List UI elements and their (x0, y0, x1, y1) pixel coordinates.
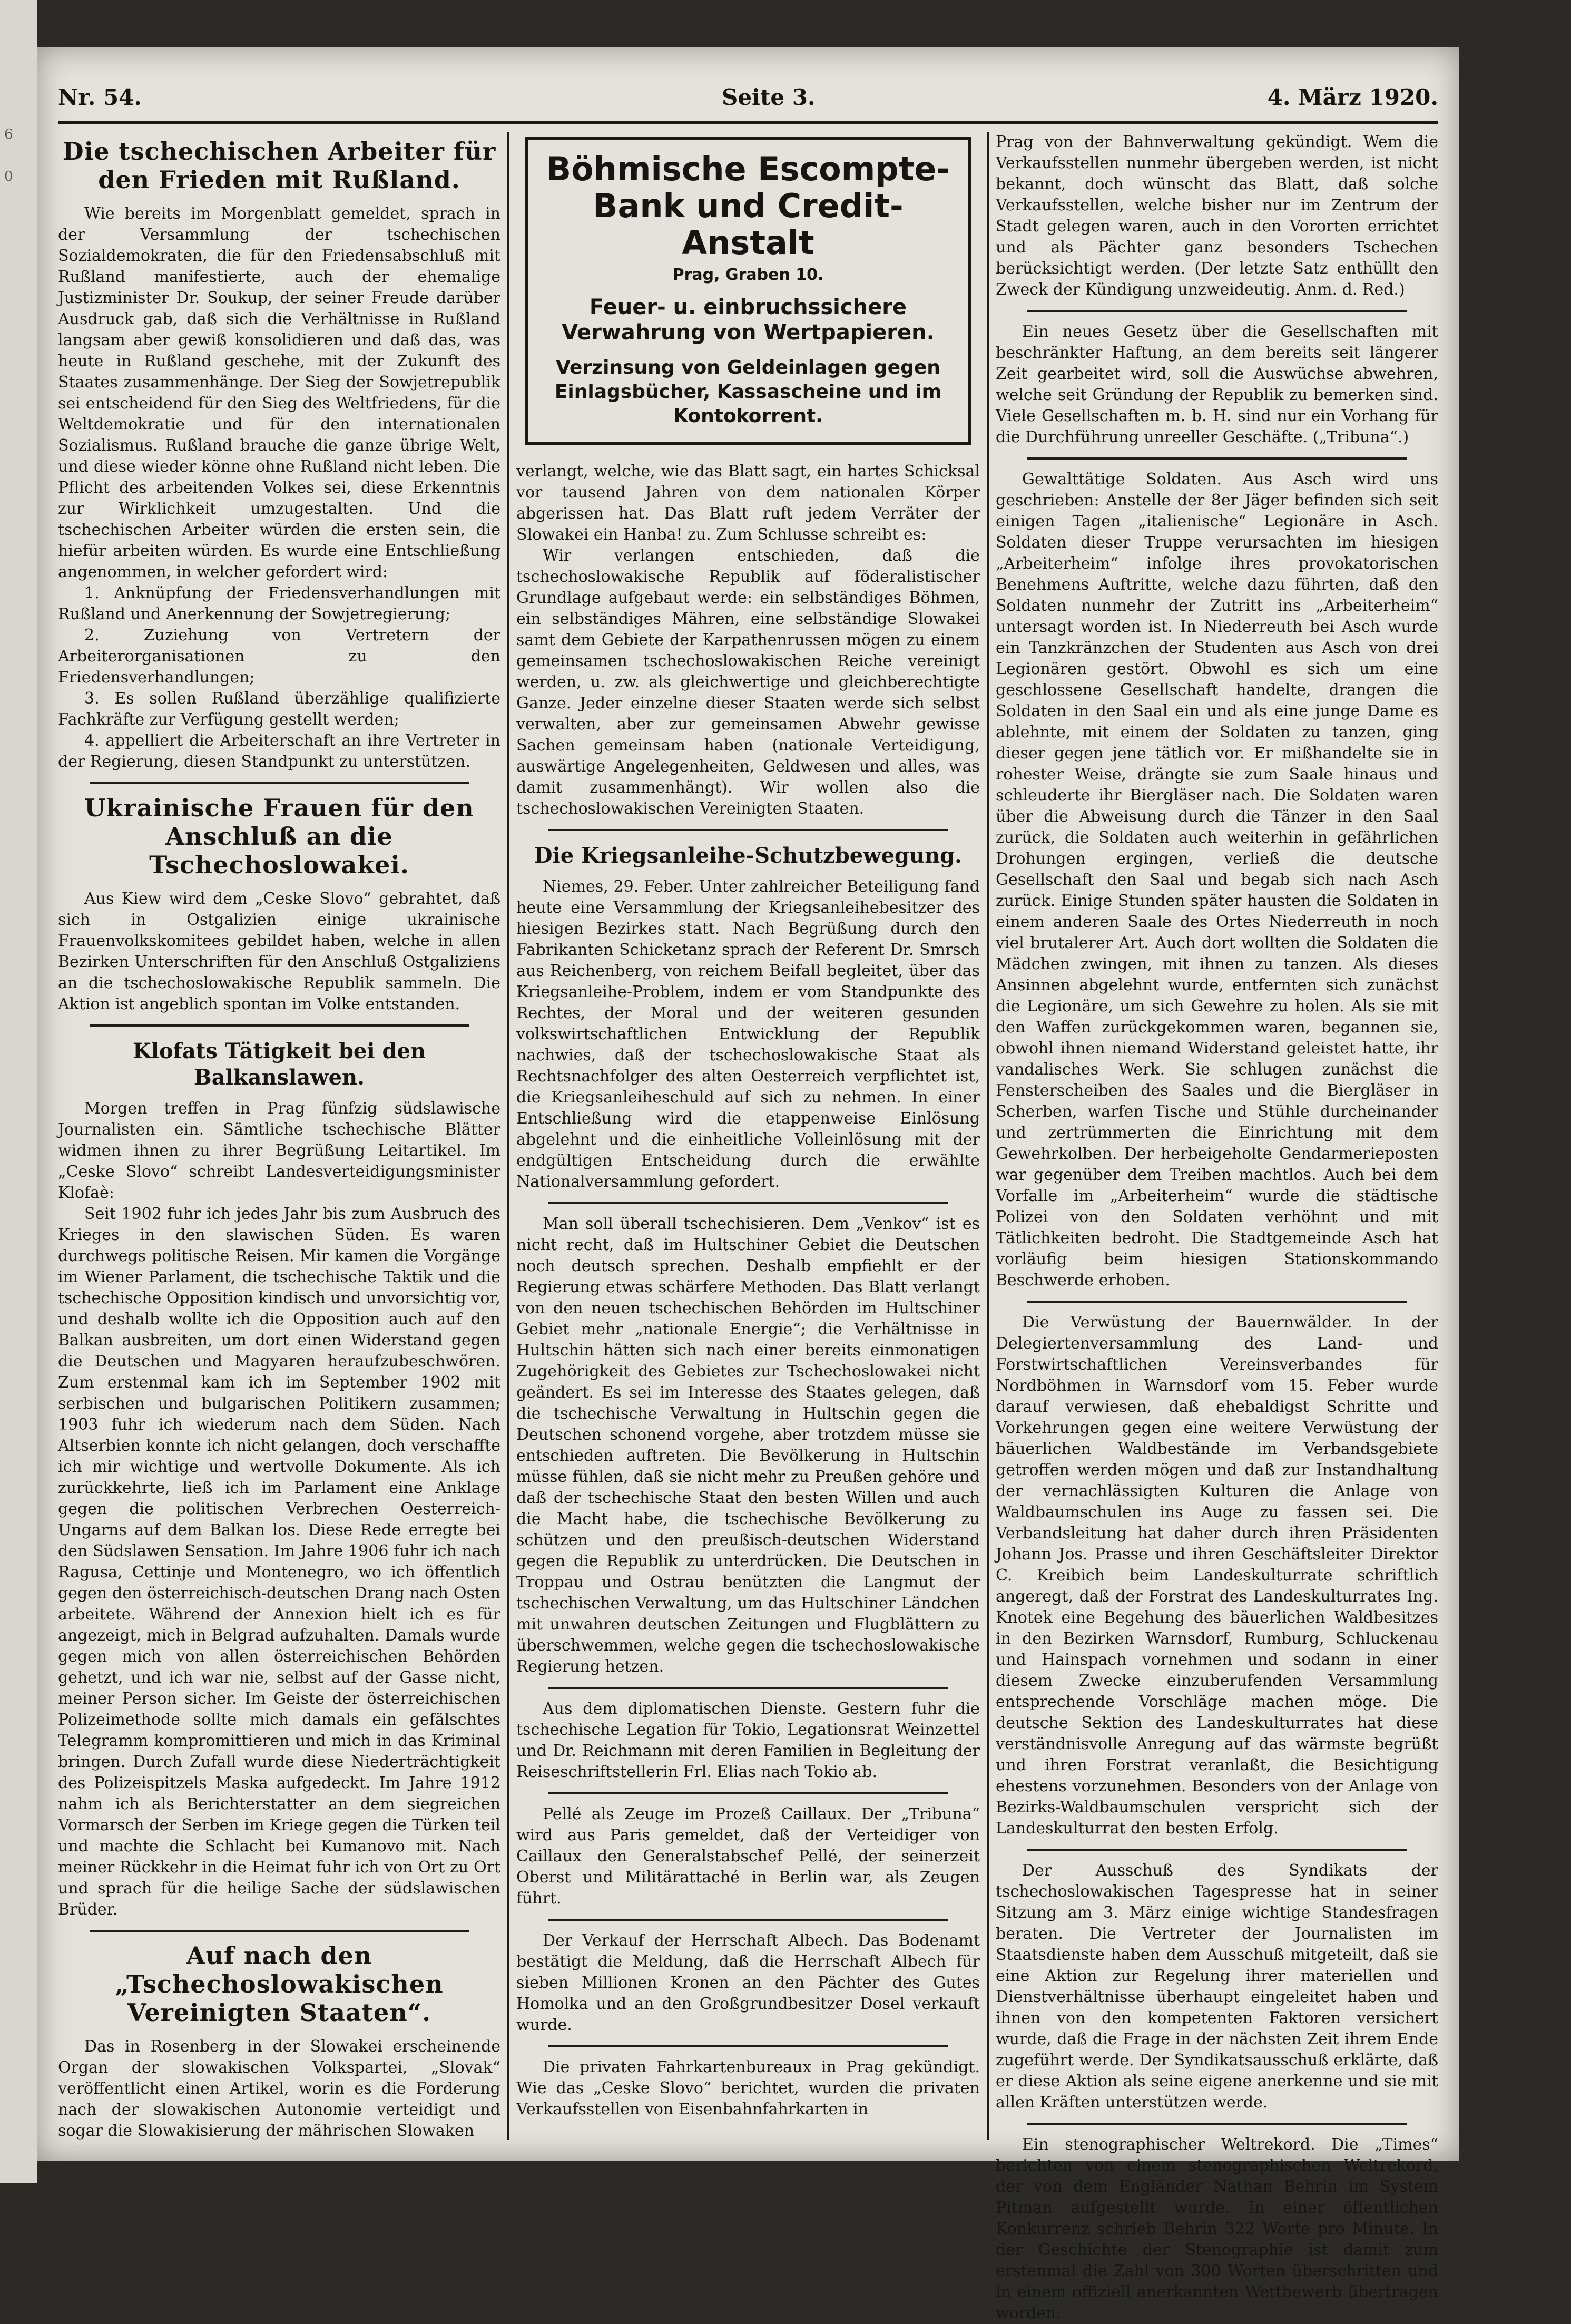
headline-united-states: Auf nach den „Tschechoslowakischen Vereinigten Staaten“. (115, 1941, 444, 2027)
article-paragraph: Wir verlangen entschieden, daß die tschechoslowakische Republik auf föderalistischer Grundlage aufgebaut werde: ein selbständiges Böhmen, ein selbständiges Mähren, eine selbständige Slowakei samt dem Gebiete der Karpathenrussen mögen zu einem gemeinsamen tschechoslowakischen Reiche vereinigt werden, u. zw. als gleichwertige und gleichberechtigte Ganze. Jeder einzelne dieser Staaten werde sich selbst verwalten, aber zur gemeinsamen Abwehr gewisse Sachen gemeinsam haben (nationale Verteidigung, auswärtige Angelegenheiten, Geldwesen und alles, was damit zusammenhängt). Wir wollen also die tschechoslowakischen Vereinigten Staaten. (516, 546, 980, 818)
article-paragraph: Aus Kiew wird dem „Ceske Slovo“ gebrahtet, daß sich in Ostgalizien einige ukrainische Frauenvolkskomitees gebildet haben, welche in allen Bezirken Unterschriften für den Anschluß Ostgaliziens an die tschechoslowakische Republik sammeln. Die Aktion ist angeblich spontan im Volke entstanden. (58, 890, 500, 1013)
article-divider (1027, 2123, 1407, 2125)
ad-line: Verzinsung von Geldeinlagen gegen Einlagsbücher, Kassascheine und im Kontokorrent. (554, 357, 942, 427)
article-paragraph: Der Verkauf der Herrschaft Albech. Das Bodenamt bestätigt die Meldung, daß die Herrschaft Albech für sieben Millionen Kronen an den Pächter des Gutes Homolka und an den Großgrundbesitzer Dosel verkauft wurde. (516, 1931, 980, 2034)
column-2 (516, 132, 980, 2140)
article-paragraph: Aus dem diplomatischen Dienste. Gestern fuhr die tschechische Legation für Tokio, Legationsrat Weinzettel und Dr. Reichmann mit deren Familien in Begleitung der Reiseschriftstellerin Frl. Elias nach Tokio ab. (516, 1700, 980, 1781)
article-paragraph: Ein stenographischer Weltrekord. Die „Times“ berichten von einem stenographischen Weltrekord, der von dem Engländer Nathan Behrin im System Pitman aufgestellt wurde. In einer öffentlichen Konkurrenz schrieb Behrin 322 Worte pro Minute. In der Geschichte der Stenographie ist damit zum erstenmal die Zahl von 300 Worten überschritten und in einem offiziell anerkannten Wettbewerb übertragen worden. (996, 2135, 1438, 2322)
ad-line: Feuer- u. einbruchssichere Verwahrung von Wertpapieren. (562, 295, 935, 345)
article-paragraph: Die privaten Fahrkartenbureaux in Prag gekündigt. Wie das „Ceske Slovo“ berichtet, wurden die privaten Verkaufsstellen von Eisenbahnfahrkarten in (516, 2058, 980, 2118)
article-paragraph: Der Ausschuß des Syndikats der tschechoslowakischen Tagespresse hat in seiner Sitzung am 3. März einige wichtige Standesfragen beraten. Die Vertreter der Journalisten im Staatsdienste haben dem Ausschuß mitgeteilt, daß sie eine Aktion zur Regelung ihrer materiellen und Dienstverhältnisse überhaupt eingeleitet haben und ihnen von den kompetenten Faktoren versichert wurde, daß die Frage in der nächsten Zeit ihrem Ende zugeführt werde. Der Syndikatsausschuß erklärte, daß er diese Aktion als seine eigene anerkenne und sie mit allen Kräften unterstützen werde. (996, 1861, 1438, 2112)
article-paragraph: Niemes, 29. Feber. Unter zahlreicher Beteiligung fand heute eine Versammlung der Kriegsanleihebesitzer des hiesigen Bezirkes statt. Nach Begrüßung durch den Fabrikanten Schicketanz sprach der Referent Dr. Smrsch aus Reichenberg, von reichem Beifall begleitet, über das Kriegsanleihe-Problem, indem er vom Standpunkte des Rechtes, der Moral und der weiteren gesunden volkswirtschaftlichen Entwicklung der Republik nachwies, daß der tschechoslowakische Staat als Rechtsnachfolger des alten Oesterreich verpflichtet ist, die Kriegsanleiheschuld auf sich zu nehmen. In einer Entschließung wird die etappenweise Einlösung abgelehnt und die einheitliche Volleinlösung mit der endgültigen Entscheidung durch die erwählte Nationalversammlung gefordert. (516, 877, 980, 1191)
page-number: Seite 3. (722, 84, 816, 110)
article-divider (1027, 1849, 1407, 1851)
article-divider (1027, 457, 1407, 460)
issue-date: 4. März 1920. (1267, 84, 1438, 110)
article-divider (548, 1687, 948, 1689)
article-paragraph: Gewalttätige Soldaten. Aus Asch wird uns geschrieben: Anstelle der 8er Jäger befinden sich seit einigen Tagen „italienische“ Legionäre in Asch. Soldaten dieser Truppe verursachten im hiesigen „Arbeiterheim“ infolge ihres provokatorischen Benehmens Auftritte, welche dazu führten, daß den Soldaten nunmehr der Zutritt ins „Arbeiterheim“ untersagt worden ist. In Niederreuth bei Asch wurde ein Tanzkränzchen der Studenten aus Asch von drei Legionären gestört. Obwohl es sich um eine geschlossene Gesellschaft handelte, drangen die Soldaten in den Saal ein und als eine junge Dame es ablehnte, mit einem der Soldaten zu tanzen, ging dieser gegen jene tätlich vor. Er mißhandelte sie in rohester Weise, drängte sie zum Saale hinaus und schleuderte ihr Biergläser nach. Die Soldaten waren über die Abweisung durch die Tänzer in den Saal zurück, die Soldaten auch weiterhin in gefährlichen Drohungen ergingen, verließ die deutsche Gesellschaft den Saal und begab sich nach Asch zurück. Einige Stunden später hausten die Soldaten in einem anderen Saale des Ortes Niederreuth in noch viel brutalerer Art. Auch dort wollten die Soldaten die Mädchen zwingen, mit ihnen zu tanzen. Als dieses Ansinnen abgelehnt wurde, entfernten sich zunächst die Legionäre, um sich Gewehre zu holen. Als sie mit den Waffen zurückgekommen waren, begannen sie, obwohl ihnen niemand Widerstand geleistet hatte, ihr vandalisches Werk. Sie schlugen zunächst die Fensterscheiben des Saales und die Biergläser in Scherben, warfen Tische und Stühle durcheinander und zertrümmerten die Einrichtung mit dem Gewehrkolben. Der herbeigeholte Gendarmerieposten war gegenüber dem Treiben machtlos. Auch bei dem Vorfalle im „Arbeiterheim“ wurde die städtische Polizei von den Soldaten verhöhnt und mit Tätlichkeiten bedroht. Die Stadtgemeinde Asch hat vorläufig beim hiesigen Stationskommando Beschwerde erhoben. (996, 470, 1438, 1290)
article-paragraph: Die Verwüstung der Bauernwälder. In der Delegiertenversammlung des Land- und Forstwirtschaftlichen Vereinsverbandes für Nordböhmen in Warnsdorf vom 15. Feber wurde darauf verwiesen, daß ehebaldigst Schritte und Vorkehrungen gegen eine weitere Verwüstung der bäuerlichen Waldbestände im Verbandsgebiete getroffen werden mögen und daß zur Instandhaltung der vernachlässigten Kulturen die Anlage von Waldbaumschulen ins Auge zu fassen sei. Die Verbandsleitung hat daher durch ihren Präsidenten Johann Jos. Prasse und ihren Geschäftsleiter Direktor C. Kreibich beim Landeskulturrate schriftlich angeregt, daß der Forstrat des Landeskulturrates Ing. Knotek eine Begehung des bäuerlichen Waldbesitzes in den Bezirken Warnsdorf, Rumburg, Schluckenau und Hainspach vornehmen und sodann in einer diesem Zwecke einzuberufenden Versammlung entsprechende Vorschläge machen möge. Die deutsche Sektion des Landeskulturrates hat diese verständnisvolle Anregung auf das wärmste begrüßt und ihren Forstrat veranlaßt, die Besichtigung ehestens vorzunehmen. Besonders von der Anlage von Bezirks-Waldbaumschulen verspricht sich der Landeskulturrat den besten Erfolg. (996, 1313, 1438, 1838)
article-paragraph: Pellé als Zeuge im Prozeß Caillaux. Der „Tribuna“ wird aus Paris gemeldet, daß der Verteidiger von Caillaux den Generalstabschef Pellé, der seinerzeit Oberst und Militärattaché in Berlin war, als Zeugen führt. (516, 1805, 980, 1908)
article-paragraph: 4. appelliert die Arbeiterschaft an ihre Vertreter in der Regierung, diesen Standpunkt zu unterstützen. (58, 731, 500, 771)
article-divider (90, 1930, 469, 1932)
column-rule (987, 132, 989, 2140)
article-paragraph: Das in Rosenberg in der Slowakei erscheinende Organ der slowakischen Volkspartei, „Slovak“ veröffentlicht einen Artikel, worin es die Forderung nach der slowakischen Autonomie verteidigt und sogar die Slowakisierung der mährischen Slowaken (58, 2037, 500, 2140)
article-divider (1027, 310, 1407, 312)
article-paragraph: 2. Zuziehung von Vertretern der Arbeiterorganisationen zu den Friedensverhandlungen; (58, 626, 500, 687)
page-header (58, 79, 1438, 124)
bank-advertisement (525, 137, 971, 445)
article-divider (548, 1792, 948, 1794)
article-paragraph: Seit 1902 fuhr ich jedes Jahr bis zum Ausbruch des Krieges in den slawischen Süden. Es waren durchwegs politische Reisen. Mir kamen die Vorgänge im Wiener Parlament, die tschechische Taktik und die tschechische Opposition kindisch und unvorsichtig vor, und deshalb wollte ich die Opposition auch auf den Balkan ausbreiten, um dort einen Widerstand gegen die Deutschen und Magyaren heraufzubeschwören. Zum erstenmal kam ich im September 1902 mit serbischen und bulgarischen Politikern zusammen; 1903 fuhr ich wiederum nach dem Süden. Nach Altserbien konnte ich nicht gelangen, doch verschaffte ich mir wichtige und wertvolle Dokumente. Als ich zurückkehrte, ließ ich im Parlament eine Anklage gegen die politischen Verbrechen Oesterreich-Ungarns auf dem Balkan los. Diese Rede erregte bei den Südslawen Sensation. Im Jahre 1906 fuhr ich nach Ragusa, Cettinje und Montenegro, wo ich öffentlich gegen den österreichisch-deutschen Drang nach Osten arbeitete. Während der Annexion hielt ich es für angezeigt, mich in Belgrad aufzuhalten. Damals wurde gegen mich von allen österreichischen Behörden gehetzt, und ich war nie, selbst auf der Gasse nicht, meiner Person sicher. Im Geiste der österreichischen Polizeimethode sollte mich damals ein gefälschtes Telegramm kompromittieren und mich in das Kriminal bringen. Durch Zufall wurde diese Niederträchtigkeit des Polizeispitzels Maska aufgedeckt. Im Jahre 1912 nahm ich als Berichterstatter an dem siegreichen Vormarsch der Serben im Kriege gegen die Türken teil und machte die Schlacht bei Kumanovo mit. Nach meiner Rückkehr in die Heimat fuhr ich von Ort zu Ort und sprach für die heilige Sache der südslawischen Brüder. (58, 1205, 500, 1919)
article-divider (548, 2045, 948, 2047)
newspaper-page (37, 47, 1459, 2322)
article-divider (548, 1202, 948, 1204)
headline-war-loan: Die Kriegsanleihe-Schutzbewegung. (534, 843, 963, 868)
article-divider (548, 1919, 948, 1921)
margin-mark: 6 (4, 126, 13, 142)
margin-mark: 0 (4, 169, 13, 184)
column-1 (58, 132, 500, 2140)
article-paragraph: 1. Anknüpfung der Friedensverhandlungen mit Rußland und Anerkennung der Sowjetregierung; (58, 584, 500, 623)
article-paragraph: Prag von der Bahnverwaltung gekündigt. Wem die Verkaufsstellen nunmehr übergeben werden, ist nicht bekannt, doch wünscht das Blatt, daß solche Verkaufsstellen, welche bisher nur im Zentrum der Stadt gelegen waren, auch in den Vororten errichtet und als Pächter ganz besonders Tschechen berücksichtigt werden. (Der letzte Satz enthüllt den Zweck der Kündigung unzweideutig. Anm. d. Red.) (996, 133, 1438, 299)
issue-number: Nr. 54. (58, 84, 142, 110)
article-paragraph: Morgen treffen in Prag fünfzig südslawische Journalisten ein. Sämtliche tschechische Blätter widmen ihnen zu ihrer Begrüßung Leitartikel. Im „Ceske Slovo“ schreibt Landesverteidigungsminister Klofaè: (58, 1099, 500, 1202)
column-rule (507, 132, 509, 2140)
article-paragraph: Wie bereits im Morgenblatt gemeldet, sprach in der Versammlung der tschechischen Sozialdemokraten, die für den Friedensabschluß mit Rußland manifestierte, auch der ehemalige Justizminister Dr. Soukup, der seiner Freude darüber Ausdruck gab, daß sich die Verhältnisse in Rußland langsam aber gewiß konsolidieren und daß das, was heute in Rußland geschehe, mit der Zukunft des Staates zusammenhänge. Der Sieg der Sowjetrepublik sei entscheidend für den Sieg des Weltfriedens, für die Weltdemokratie und für den internationalen Sozialismus. Rußland brauche die ganze übrige Welt, und diese wieder könne ohne Rußland nicht leben. Die Pflicht des arbeitenden Volkes sei, diese Erkenntnis zur Wirklichkeit umzugestalten. Und die tschechischen Arbeiter würden die ersten sein, die hiefür arbeiten würden. Es wurde eine Entschließung angenommen, in welcher gefordert wird: (58, 204, 500, 581)
scan-margin (0, 0, 37, 2183)
column-3 (996, 132, 1438, 2322)
article-paragraph: 3. Es sollen Rußland überzählige qualifizierte Fachkräfte zur Verfügung gestellt werden; (58, 689, 500, 729)
article-paragraph: verlangt, welche, wie das Blatt sagt, ein hartes Schicksal vor tausend Jahren von dem nationalen Körper abgerissen hat. Das Blatt ruft jedem Verräter der Slowakei ein Hanba! zu. Zum Schlusse schreibt es: (516, 462, 980, 544)
headline-ukrainian-women: Ukrainische Frauen für den Anschluß an die Tschechoslowakei. (84, 794, 474, 879)
article-divider (90, 782, 469, 784)
article-divider (1027, 1301, 1407, 1303)
article-paragraph: Man soll überall tschechisieren. Dem „Venkov“ ist es nicht recht, daß im Hultschiner Gebiet die Deutschen noch deutsch sprechen. Deshalb empfiehlt er der Regierung etwas schärfere Methoden. Das Blatt verlangt von den neuen tschechischen Behörden im Hultschiner Gebiet mehr „nationale Energie“; die Verhältnisse in Hultschin hätten sich nach einer bereits einmonatigen Zugehörigkeit des Gebietes zur Tschechoslowakei nicht geändert. Es sei im Interesse des Staates gelegen, daß die tschechische Verwaltung in Hultschin gegen die Deutschen schonend vorgehe, aber trotzdem müsse sie entschieden auftreten. Die Bevölkerung in Hultschin müsse fühlen, daß sie nicht mehr zu Preußen gehöre und daß der tschechische Staat den besten Willen und auch die Macht habe, die tschechische Bevölkerung zu schützen und den preußisch-deutschen Widerstand gegen die Republik zu unterdrücken. Die Deutschen in Troppau und Ostrau benützten die Langmut der tschechischen Verwaltung, um das Hultschiner Ländchen mit unwahren deutschen Zeitungen und Flugblättern zu überschwemmen, welche gegen die tschechoslowakische Regierung hetzen. (516, 1215, 980, 1676)
article-divider (548, 829, 948, 831)
article-paragraph: Ein neues Gesetz über die Gesellschaften mit beschränkter Haftung, an dem bereits seit längerer Zeit gearbeitet wird, soll die Auswüchse abwehren, welche seit Gründung der Republik zu bemerken sind. Viele Gesellschaften m. b. H. sind nur ein Vorhang für die Durchführung unreeller Geschäfte. („Tribuna“.) (996, 323, 1438, 446)
bank-address: Prag, Graben 10. (672, 266, 824, 284)
headline-klofac: Klofats Tätigkeit bei den Balkanslawen. (133, 1039, 426, 1090)
article-divider (90, 1024, 469, 1027)
headline-workers-russia: Die tschechischen Arbeiter für den Frieden mit Rußland. (62, 137, 496, 194)
bank-name: Böhmische Escompte-Bank und Credit-Anstalt (546, 150, 950, 262)
